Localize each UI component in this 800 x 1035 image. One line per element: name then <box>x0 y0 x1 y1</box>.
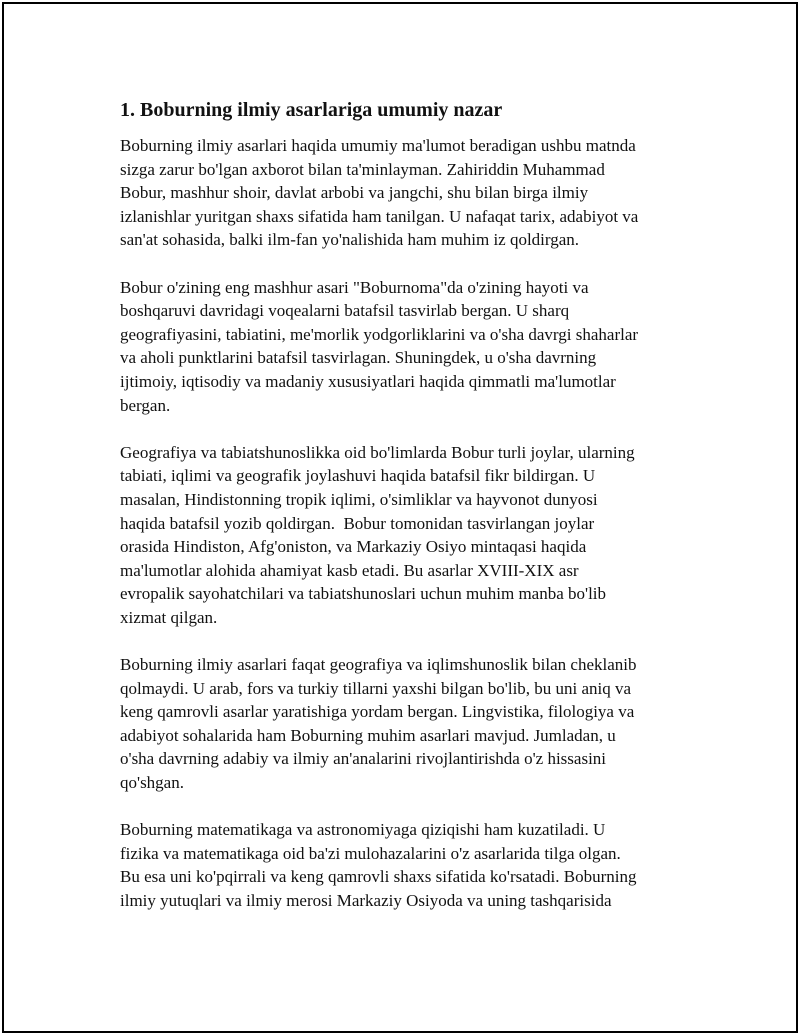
document-body <box>120 97 690 936</box>
text-line: bergan. <box>120 395 171 415</box>
text-line: haqida batafsil yozib qoldirgan. Bobur tomonidan tasvirlangan joylar <box>120 513 595 533</box>
paragraph-2 <box>120 276 690 418</box>
text-line: Bobur o'zining eng mashhur asari "Boburnoma"da o'zining hayoti va <box>120 277 589 297</box>
paragraph-5 <box>120 818 690 912</box>
text-line: Boburning matematikaga va astronomiyaga qiziqishi ham kuzatiladi. U <box>120 820 606 840</box>
text-line: masalan, Hindistonning tropik iqlimi, o'simliklar va hayvonot dunyosi <box>120 489 598 509</box>
text-line: qo'shgan. <box>120 773 184 793</box>
text-line: sizga zarur bo'lgan axborot bilan ta'minlayman. Zahiriddin Muhammad <box>120 159 605 179</box>
text-line: Boburning ilmiy asarlari faqat geografiya va iqlimshunoslik bilan cheklanib <box>120 655 637 675</box>
text-line: geografiyasini, tabiatini, me'morlik yodgorliklarini va o'sha davrgi shaharlar <box>120 324 639 344</box>
text-line: Bu esa uni ko'pqirrali va keng qamrovli shaxs sifatida ko'rsatadi. Boburning <box>120 867 637 887</box>
text-line: ma'lumotlar alohida ahamiyat kasb etadi. Bu asarlar XVIII-XIX asr <box>120 560 579 580</box>
text-line: boshqaruvi davridagi voqealarni batafsil tasvirlab bergan. U sharq <box>120 301 570 321</box>
paragraph-3 <box>120 441 690 630</box>
text-line: o'sha davrning adabiy va ilmiy an'analarini rivojlantirishda o'z hissasini <box>120 749 607 769</box>
text-line: evropalik sayohatchilari va tabiatshunoslari uchun muhim manba bo'lib <box>120 584 607 604</box>
text-line: keng qamrovli asarlar yaratishiga yordam bergan. Lingvistika, filologiya va <box>120 702 635 722</box>
text-line: ilmiy yutuqlari va ilmiy merosi Markaziy Osiyoda va uning tashqarisida <box>120 891 612 910</box>
paragraph-4 <box>120 653 690 795</box>
paragraph-1 <box>120 134 690 252</box>
text-line: izlanishlar yuritgan shaxs sifatida ham tanilgan. U nafaqat tarix, adabiyot va <box>120 206 639 226</box>
text-line: xizmat qilgan. <box>120 607 218 627</box>
text-line: fizika va matematikaga oid ba'zi mulohazalarini o'z asarlarida tilga olgan. <box>120 843 621 863</box>
text-line: san'at sohasida, balki ilm-fan yo'nalishida ham muhim iz qoldirgan. <box>120 230 580 250</box>
section-heading: 1. Boburning ilmiy asarlariga umumiy nazar <box>120 99 503 121</box>
page-frame <box>2 2 798 1033</box>
text-line: tabiati, iqlimi va geografik joylashuvi haqida batafsil fikr bildirgan. U <box>120 466 596 486</box>
text-line: adabiyot sohalarida ham Boburning muhim asarlari mavjud. Jumladan, u <box>120 725 616 745</box>
text-line: Geografiya va tabiatshunoslikka oid bo'limlarda Bobur turli joylar, ularning <box>120 442 635 462</box>
text-line: va aholi punktlarini batafsil tasvirlagan. Shuningdek, u o'sha davrning <box>120 348 597 368</box>
text-line: Boburning ilmiy asarlari haqida umumiy ma'lumot beradigan ushbu matnda <box>120 136 636 155</box>
text-line: qolmaydi. U arab, fors va turkiy tillarni yaxshi bilgan bo'lib, bu uni aniq va <box>120 678 632 698</box>
text-line: ijtimoiy, iqtisodiy va madaniy xususiyatlari haqida qimmatli ma'lumotlar <box>120 371 616 391</box>
text-line: orasida Hindiston, Afg'oniston, va Markaziy Osiyo mintaqasi haqida <box>120 537 587 557</box>
text-line: Bobur, mashhur shoir, davlat arbobi va jangchi, shu bilan birga ilmiy <box>120 183 589 203</box>
